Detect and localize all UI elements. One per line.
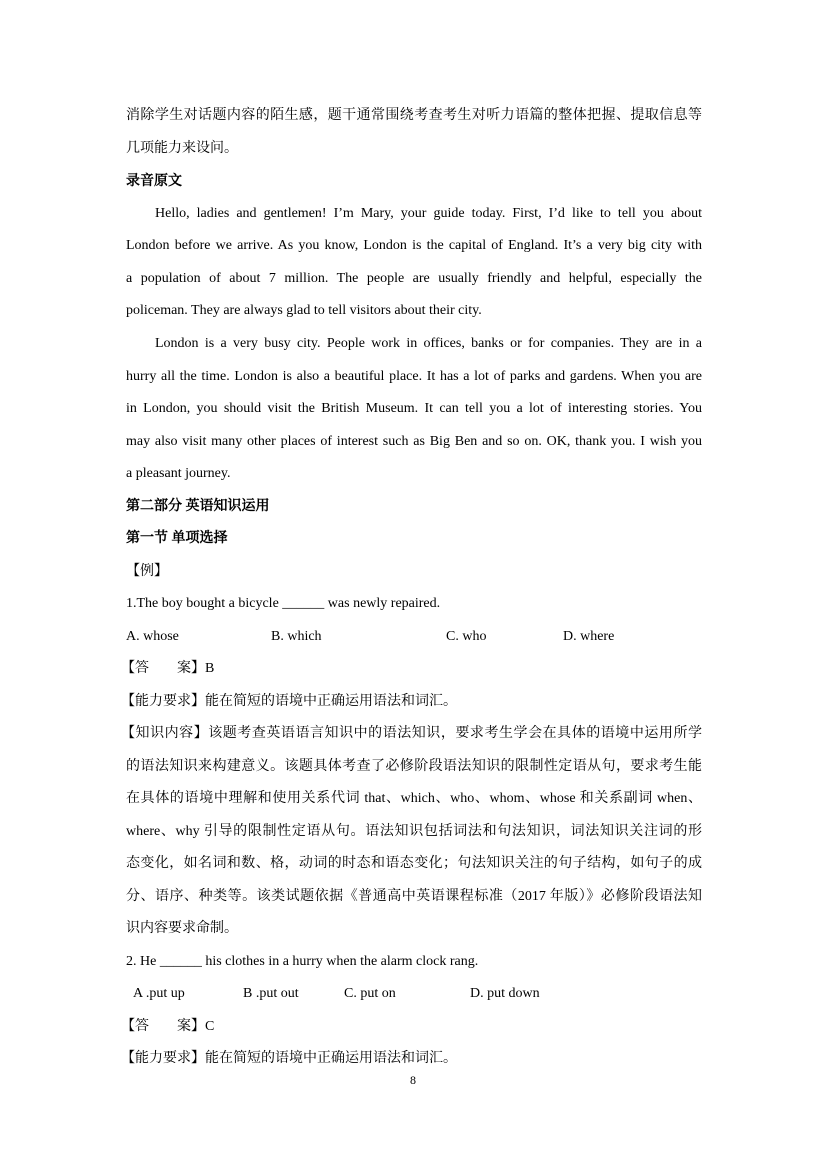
knowledge-line: 【知识内容】该题考查英语语言知识中的语法知识，要求考生学会在具体的语境中运用所学	[121, 726, 702, 741]
page-number: 8	[410, 1073, 416, 1087]
question-2-ability: 【能力要求】能在简短的语境中正确运用语法和词汇。	[121, 1051, 457, 1066]
knowledge-line: 识内容要求命制。	[126, 921, 238, 936]
part-heading: 第二部分 英语知识运用	[126, 499, 270, 514]
question-2-answer: 【答 案】C	[121, 1019, 215, 1034]
transcript-heading: 录音原文	[126, 174, 182, 189]
transcript-line: a pleasant journey.	[126, 466, 231, 481]
knowledge-line: 分、语序、种类等。该类试题依据《普通高中英语课程标准（2017 年版）》必修阶段语法知	[126, 889, 702, 904]
option-a: A. whose	[126, 629, 179, 644]
example-label: 【例】	[126, 564, 168, 579]
option-d: D. where	[563, 629, 615, 644]
transcript-line: hurry all the time. London is also a beautiful place. It has a lot of parks and gardens. When you are	[126, 369, 702, 384]
knowledge-line: 态变化，如名词和数、格，动词的时态和语态变化；句法知识关注的句子结构，如句子的成	[126, 856, 702, 871]
question-1-ability: 【能力要求】能在简短的语境中正确运用语法和词汇。	[121, 694, 457, 709]
option-b: B .put out	[243, 986, 299, 1001]
transcript-line: a population of about 7 million. The people are usually friendly and helpful, especially the	[126, 271, 702, 286]
option-d: D. put down	[470, 986, 540, 1001]
option-a: A .put up	[133, 986, 185, 1001]
knowledge-line: 的语法知识来构建意义。该题具体考查了必修阶段语法知识的限制性定语从句，要求考生能	[126, 759, 702, 774]
transcript-line: Hello, ladies and gentlemen! I’m Mary, your guide today. First, I’d like to tell you about	[155, 206, 702, 221]
knowledge-line: 在具体的语境中理解和使用关系代词 that、which、who、whom、whose 和关系副词 when、	[126, 791, 702, 806]
knowledge-line: where、why 引导的限制性定语从句。语法知识包括词法和句法知识，词法知识关注词的形	[126, 824, 702, 839]
transcript-line: London before we arrive. As you know, London is the capital of England. It’s a very big city with	[126, 238, 702, 253]
intro-line: 几项能力来设问。	[126, 141, 238, 156]
option-b: B. which	[271, 629, 322, 644]
option-c: C. put on	[344, 986, 396, 1001]
question-1-answer: 【答 案】B	[121, 661, 215, 676]
transcript-line: may also visit many other places of interest such as Big Ben and so on. OK, thank you. I wish you	[126, 434, 702, 449]
transcript-line: London is a very busy city. People work in offices, banks or for companies. They are in a	[155, 336, 702, 351]
transcript-line: in London, you should visit the British Museum. It can tell you a lot of interesting stories. You	[126, 401, 702, 416]
question-2-stem: 2. He ______ his clothes in a hurry when the alarm clock rang.	[126, 954, 479, 969]
intro-line: 消除学生对话题内容的陌生感，题干通常围绕考查考生对听力语篇的整体把握、提取信息等	[126, 108, 702, 123]
transcript-line: policeman. They are always glad to tell visitors about their city.	[126, 303, 482, 318]
option-c: C. who	[446, 629, 487, 644]
section-heading: 第一节 单项选择	[126, 531, 228, 546]
question-1-stem: 1.The boy bought a bicycle ______ was newly repaired.	[126, 596, 441, 611]
